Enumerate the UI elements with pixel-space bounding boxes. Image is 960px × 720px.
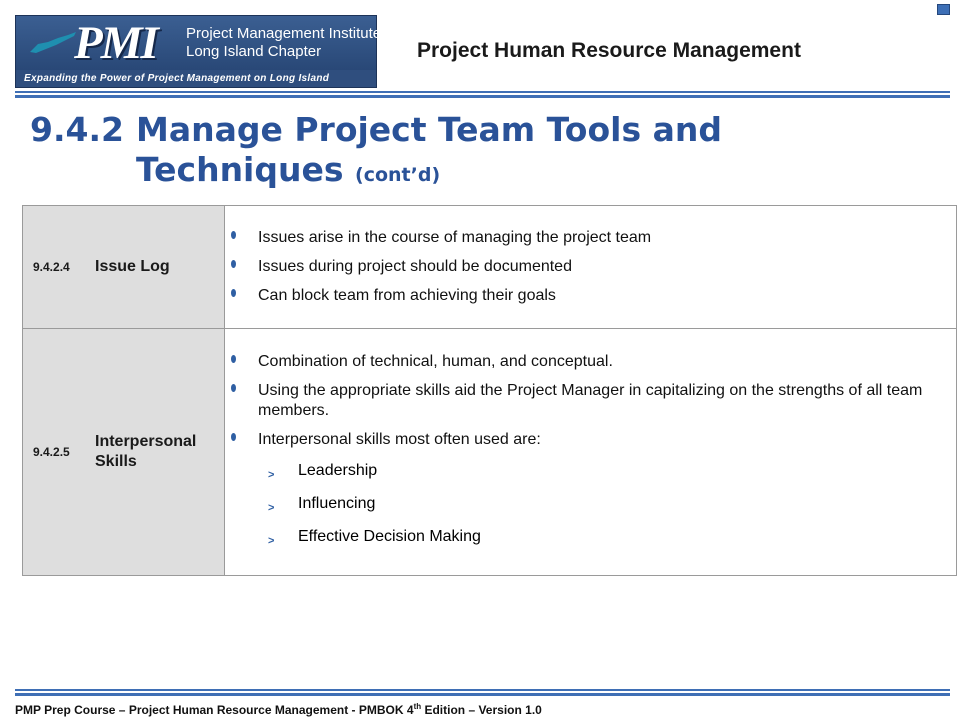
- logo-tagline: Expanding the Power of Project Management on Long Island: [24, 73, 330, 84]
- row-body-cell: [225, 329, 957, 576]
- list-item: Issues arise in the course of managing the project team: [225, 228, 946, 248]
- logo-pmi-mark: PMI: [74, 17, 157, 69]
- table-row: [23, 206, 957, 329]
- row-label-cell: [23, 329, 225, 576]
- logo-chapter-name: Long Island Chapter: [186, 43, 322, 60]
- subsection-number: 9.4.2.5: [33, 445, 70, 459]
- list-item: Combination of technical, human, and conceptual.: [225, 352, 946, 372]
- subsection-name: Issue Log: [95, 258, 170, 275]
- header-title: Project Human Resource Management: [417, 39, 801, 62]
- tools-table: [22, 205, 957, 576]
- arrow-bullet-icon: >: [268, 535, 275, 547]
- arrow-bullet-icon: >: [268, 502, 275, 514]
- row-label-cell: [23, 206, 225, 329]
- footer-text: PMP Prep Course – Project Human Resource Management - PMBOK 4th Edition – Version 1.0: [15, 702, 542, 717]
- list-item: Interpersonal skills most often used are:: [225, 430, 946, 450]
- slide-title: [136, 110, 896, 195]
- pmi-chapter-logo: [15, 15, 382, 88]
- long-island-map-icon: [28, 30, 78, 56]
- slide-title-suffix: (cont’d): [355, 164, 441, 186]
- header-rule: [15, 95, 950, 98]
- logo-org-name: Project Management Institute: [186, 25, 382, 42]
- bullet-icon: [231, 384, 236, 392]
- bullet-icon: [231, 433, 236, 441]
- bullet-icon: [231, 289, 236, 297]
- sub-list-item: > Influencing: [225, 494, 946, 514]
- sub-list-item: > Leadership: [225, 461, 946, 481]
- arrow-bullet-icon: >: [268, 469, 275, 481]
- list-item: Using the appropriate skills aid the Project Manager in capitalizing on the strengths of all team members.: [225, 381, 946, 421]
- corner-square-icon: [937, 4, 950, 15]
- section-number: 9.4.2: [30, 110, 124, 149]
- subsection-number: 9.4.2.4: [33, 260, 70, 274]
- sub-list-item: > Effective Decision Making: [225, 527, 946, 547]
- bullet-icon: [231, 355, 236, 363]
- footer-rule: [15, 689, 950, 691]
- header-rule: [15, 91, 950, 93]
- list-item: Issues during project should be documented: [225, 257, 946, 277]
- row-body-cell: [225, 206, 957, 329]
- bullet-icon: [231, 231, 236, 239]
- footer-rule: [15, 693, 950, 696]
- table-row: [23, 329, 957, 576]
- subsection-name: Interpersonal Skills: [95, 433, 197, 470]
- bullet-icon: [231, 260, 236, 268]
- slide-title-text: Manage Project Team Tools and Techniques: [136, 110, 722, 189]
- list-item: Can block team from achieving their goals: [225, 286, 946, 306]
